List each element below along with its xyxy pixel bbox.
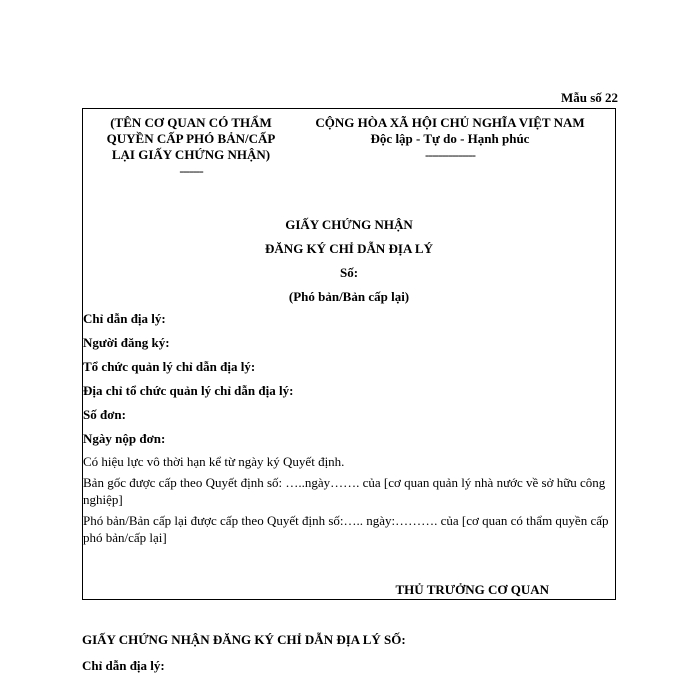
bottom-certificate-title: GIẤY CHỨNG NHẬN ĐĂNG KÝ CHỈ DẪN ĐỊA LÝ SỐ:	[82, 632, 406, 647]
certificate-number-label: Số:	[339, 265, 359, 280]
authority-line-1: (TÊN CƠ QUAN CÓ THẨM	[110, 115, 272, 130]
authority-line-3: LẠI GIẤY CHỨNG NHẬN)	[111, 147, 271, 162]
certificate-fields	[83, 307, 615, 546]
field-manager: Tổ chức quản lý chỉ dẫn địa lý:	[83, 359, 256, 374]
field-gi: Chỉ dẫn địa lý:	[83, 311, 166, 326]
authority-rule: -------	[179, 163, 203, 178]
certificate-title: GIẤY CHỨNG NHẬN	[285, 217, 413, 232]
original-issue-paragraph: Bản gốc được cấp theo Quyết định số: …..ngày……. của [cơ quan quản lý nhà nước về sở hữu công nghiệp]	[83, 475, 606, 507]
field-filing-date: Ngày nộp đơn:	[83, 431, 166, 446]
field-manager-address: Địa chỉ tổ chức quản lý chỉ dẫn địa lý:	[83, 383, 294, 398]
field-registrant: Người đăng ký:	[83, 335, 170, 350]
national-motto-header	[289, 115, 611, 163]
bottom-field-gi: Chỉ dẫn địa lý:	[82, 658, 165, 673]
signature-title: THỦ TRƯỞNG CƠ QUAN	[395, 582, 549, 597]
copy-note: (Phó bản/Bản cấp lại)	[288, 289, 410, 304]
motto-rule: ---------------	[425, 147, 475, 162]
certificate-subtitle: ĐĂNG KÝ CHỈ DẪN ĐỊA LÝ	[265, 241, 433, 256]
form-code: Mẫu số 22	[560, 90, 618, 105]
authority-line-2: QUYỀN CẤP PHÓ BẢN/CẤP	[106, 131, 276, 146]
validity-paragraph: Có hiệu lực vô thời hạn kể từ ngày ký Quyết định.	[83, 454, 345, 469]
national-motto: Độc lập - Tự do - Hạnh phúc	[370, 131, 530, 146]
copy-issue-paragraph: Phó bản/Bản cấp lại được cấp theo Quyết định số:….. ngày:………. của [cơ quan có thẩm quyền cấp phó bản/cấp lại]	[83, 513, 609, 545]
issuing-authority-header	[91, 115, 291, 179]
country-name: CỘNG HÒA XÃ HỘI CHỦ NGHĨA VIỆT NAM	[315, 115, 585, 130]
certificate-frame	[82, 108, 616, 600]
certificate-title-block	[83, 213, 615, 309]
field-application-number: Số đơn:	[83, 407, 126, 422]
